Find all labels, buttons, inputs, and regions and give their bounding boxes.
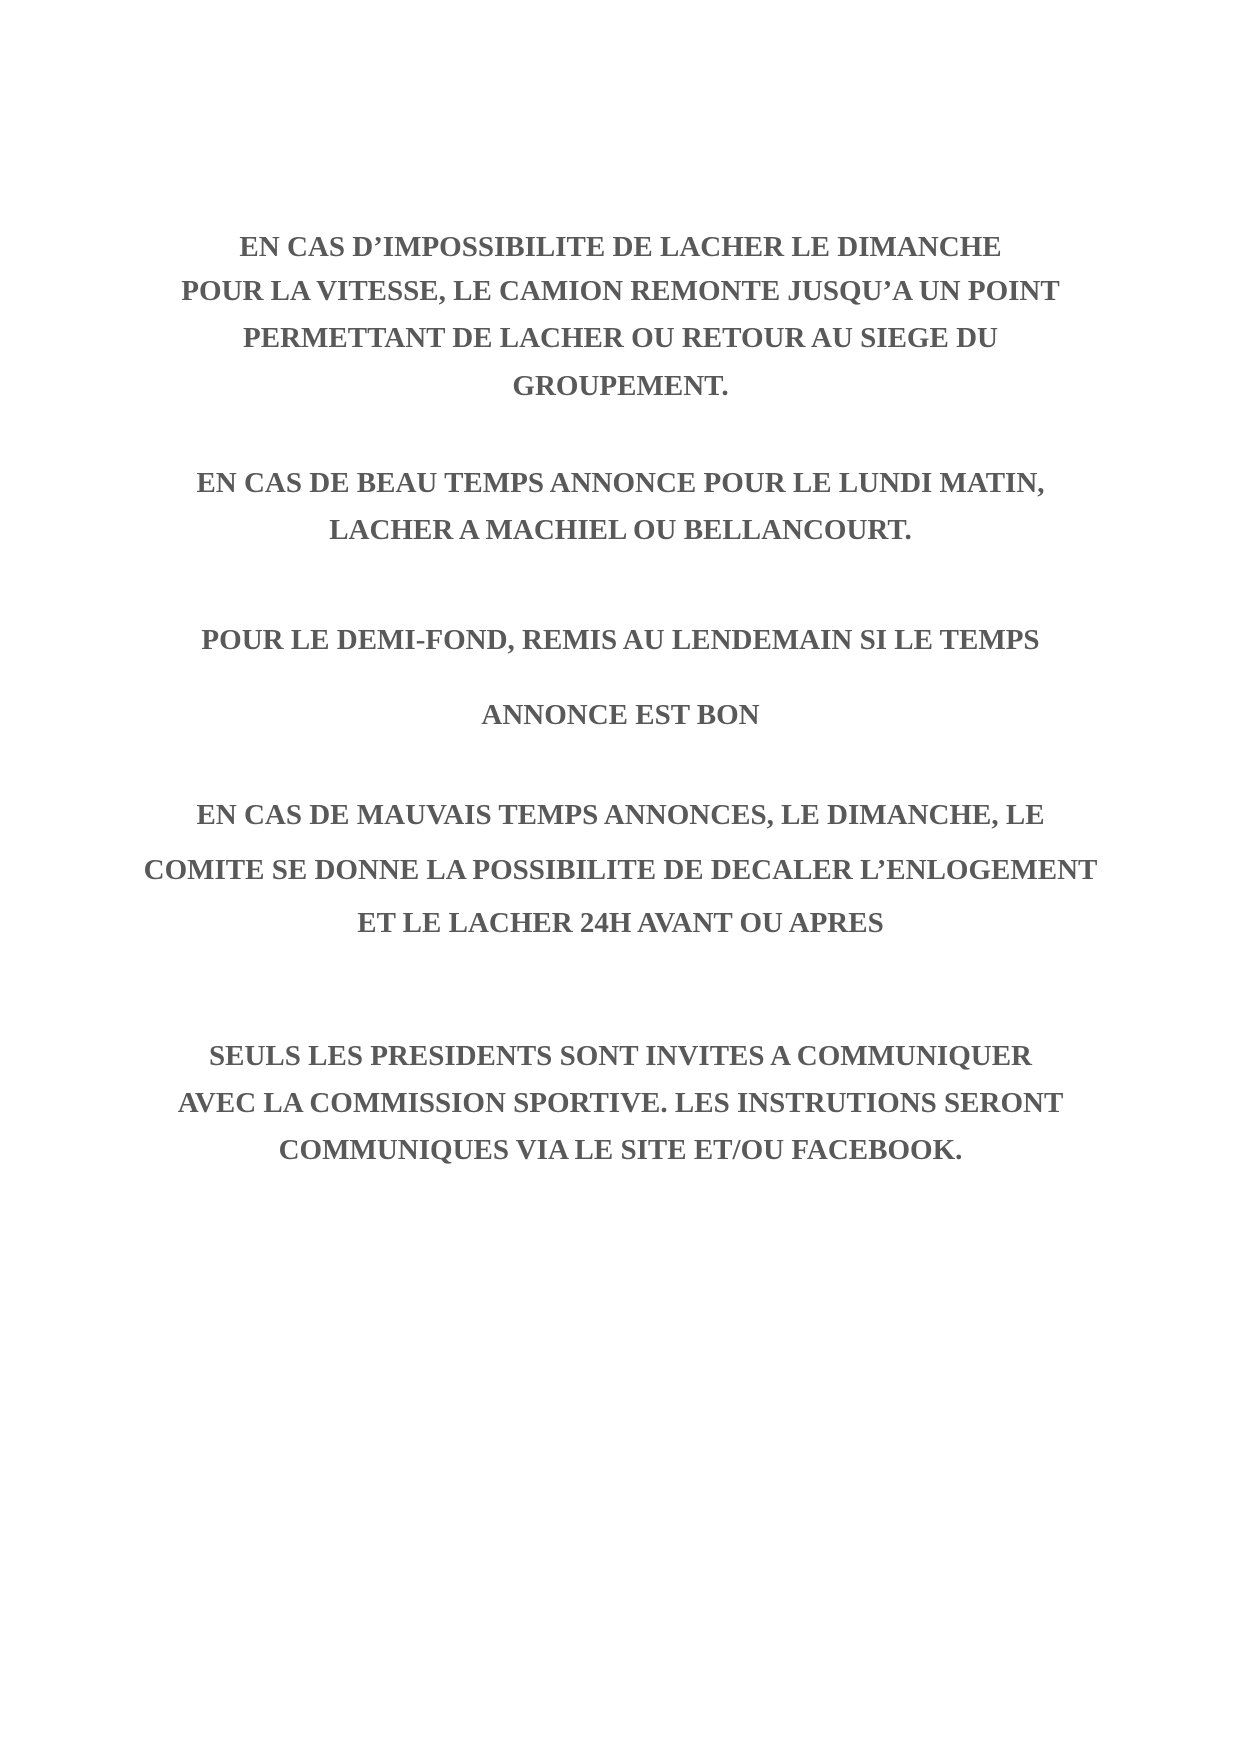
paragraph-4-line-1: EN CAS DE MAUVAIS TEMPS ANNONCES, LE DIMANCHE, LE — [196, 799, 1045, 831]
paragraph-3-line-1: POUR LE DEMI-FOND, REMIS AU LENDEMAIN SI LE TEMPS — [201, 624, 1040, 656]
paragraph-5-line-1: SEULS LES PRESIDENTS SONT INVITES A COMMUNIQUER — [209, 1040, 1032, 1072]
paragraph-1-line-3: PERMETTANT DE LACHER OU RETOUR AU SIEGE DU — [243, 322, 998, 354]
paragraph-3-line-2: ANNONCE EST BON — [481, 699, 760, 731]
paragraph-1-line-4: GROUPEMENT. — [512, 370, 729, 402]
paragraph-2-line-2: LACHER A MACHIEL OU BELLANCOURT. — [329, 514, 912, 546]
paragraph-1-line-1: EN CAS D’IMPOSSIBILITE DE LACHER LE DIMANCHE — [239, 231, 1002, 263]
paragraph-4-line-3: ET LE LACHER 24H AVANT OU APRES — [357, 907, 884, 939]
paragraph-2-line-1: EN CAS DE BEAU TEMPS ANNONCE POUR LE LUNDI MATIN, — [196, 467, 1045, 499]
paragraph-1-line-2: POUR LA VITESSE, LE CAMION REMONTE JUSQU’A UN POINT — [181, 275, 1060, 307]
paragraph-5-line-3: COMMUNIQUES VIA LE SITE ET/OU FACEBOOK. — [278, 1134, 963, 1166]
paragraph-5-line-2: AVEC LA COMMISSION SPORTIVE. LES INSTRUTIONS SERONT — [177, 1087, 1064, 1119]
paragraph-4-line-2: COMITE SE DONNE LA POSSIBILITE DE DECALER L’ENLOGEMENT — [143, 854, 1098, 886]
